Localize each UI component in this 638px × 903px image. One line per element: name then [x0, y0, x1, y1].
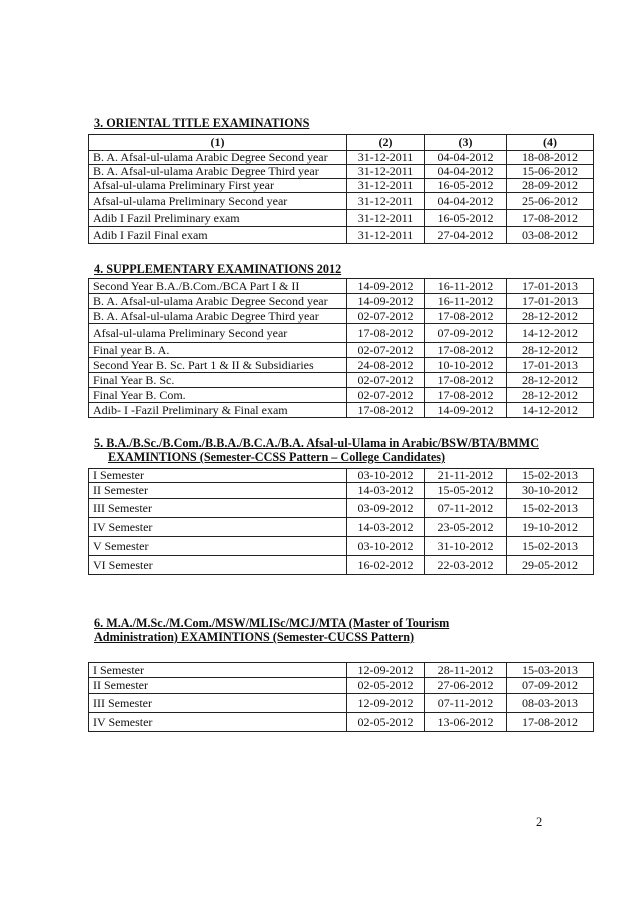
date-cell: 31-12-2011 — [347, 227, 425, 244]
exam-name-cell: B. A. Afsal-ul-ulama Arabic Degree Third year — [89, 165, 347, 179]
date-cell: 31-12-2011 — [347, 151, 425, 165]
date-cell: 17-08-2012 — [425, 373, 507, 388]
exam-name-cell: B. A. Afsal-ul-ulama Arabic Degree Second year — [89, 151, 347, 165]
date-cell: 15-06-2012 — [507, 165, 594, 179]
date-cell: 28-12-2012 — [507, 388, 594, 403]
date-cell: 24-08-2012 — [347, 358, 425, 373]
date-cell: 14-12-2012 — [507, 403, 594, 418]
date-cell: 07-09-2012 — [425, 324, 507, 343]
exam-name-cell: Afsal-ul-ulama Preliminary Second year — [89, 324, 347, 343]
header-cell: (3) — [425, 135, 507, 151]
date-cell: 31-12-2011 — [347, 179, 425, 193]
date-cell: 02-07-2012 — [347, 309, 425, 324]
exam-name-cell: Final Year B. Com. — [89, 388, 347, 403]
table-row — [89, 179, 594, 193]
exam-name-cell: IV Semester — [89, 713, 347, 732]
table-row — [89, 294, 594, 309]
date-cell: 23-05-2012 — [425, 518, 507, 537]
table-row — [89, 483, 594, 499]
exam-name-cell: I Semester — [89, 663, 347, 678]
section-6-table — [88, 662, 594, 732]
date-cell: 25-06-2012 — [507, 193, 594, 210]
section-6-title-line1: 6. M.A./M.Sc./M.Com./MSW/MLISc/MCJ/MTA (Master of Tourism — [94, 616, 450, 630]
date-cell: 17-01-2013 — [507, 358, 594, 373]
exam-name-cell: II Semester — [89, 483, 347, 499]
exam-name-cell: Adib- I -Fazil Preliminary & Final exam — [89, 403, 347, 418]
date-cell: 28-12-2012 — [507, 373, 594, 388]
table-row — [89, 403, 594, 418]
date-cell: 02-05-2012 — [347, 713, 425, 732]
section-5-title-line1: 5. B.A./B.Sc./B.Com./B.B.A./B.C.A./B.A. Afsal-ul-Ulama in Arabic/BSW/BTA/BMMC — [94, 436, 539, 450]
section-3-table — [88, 134, 594, 244]
date-cell: 14-09-2012 — [425, 403, 507, 418]
date-cell: 16-11-2012 — [425, 294, 507, 309]
table-row — [89, 388, 594, 403]
date-cell: 29-05-2012 — [507, 556, 594, 575]
exam-name-cell: Final Year B. Sc. — [89, 373, 347, 388]
date-cell: 14-03-2012 — [347, 483, 425, 499]
date-cell: 02-05-2012 — [347, 678, 425, 694]
date-cell: 10-10-2012 — [425, 358, 507, 373]
date-cell: 04-04-2012 — [425, 151, 507, 165]
table-row — [89, 694, 594, 713]
table-row — [89, 469, 594, 483]
date-cell: 27-06-2012 — [425, 678, 507, 694]
date-cell: 16-05-2012 — [425, 179, 507, 193]
date-cell: 17-08-2012 — [425, 388, 507, 403]
exam-name-cell: III Semester — [89, 694, 347, 713]
section-6-title — [94, 616, 449, 644]
table-row — [89, 537, 594, 556]
exam-name-cell: Adib I Fazil Preliminary exam — [89, 210, 347, 227]
date-cell: 17-08-2012 — [507, 713, 594, 732]
section-4-table — [88, 278, 594, 418]
date-cell: 15-05-2012 — [425, 483, 507, 499]
exam-name-cell: B. A. Afsal-ul-ulama Arabic Degree Third year — [89, 309, 347, 324]
exam-name-cell: VI Semester — [89, 556, 347, 575]
date-cell: 18-08-2012 — [507, 151, 594, 165]
table-row — [89, 343, 594, 358]
section-6-title-line2: Administration) EXAMINTIONS (Semester-CUCSS Pattern) — [94, 630, 415, 644]
date-cell: 14-09-2012 — [347, 294, 425, 309]
date-cell: 28-12-2012 — [507, 343, 594, 358]
table-row — [89, 151, 594, 165]
date-cell: 14-03-2012 — [347, 518, 425, 537]
exam-name-cell: B. A. Afsal-ul-ulama Arabic Degree Second year — [89, 294, 347, 309]
date-cell: 15-02-2013 — [507, 499, 594, 518]
date-cell: 28-11-2012 — [425, 663, 507, 678]
date-cell: 12-09-2012 — [347, 694, 425, 713]
date-cell: 31-12-2011 — [347, 193, 425, 210]
section-3-title: 3. ORIENTAL TITLE EXAMINATIONS — [94, 116, 310, 130]
date-cell: 22-03-2012 — [425, 556, 507, 575]
exam-name-cell: Afsal-ul-ulama Preliminary First year — [89, 179, 347, 193]
section-5-title-line2: EXAMINTIONS (Semester-CCSS Pattern – College Candidates) — [108, 450, 446, 464]
date-cell: 02-07-2012 — [347, 388, 425, 403]
table-row — [89, 227, 594, 244]
date-cell: 27-04-2012 — [425, 227, 507, 244]
date-cell: 31-10-2012 — [425, 537, 507, 556]
table-row — [89, 309, 594, 324]
exam-name-cell: Final year B. A. — [89, 343, 347, 358]
section-4-title: 4. SUPPLEMENTARY EXAMINATIONS 2012 — [94, 262, 342, 276]
exam-name-cell: II Semester — [89, 678, 347, 694]
table-row — [89, 165, 594, 179]
date-cell: 14-09-2012 — [347, 279, 425, 294]
table-row — [89, 193, 594, 210]
date-cell: 16-11-2012 — [425, 279, 507, 294]
date-cell: 07-09-2012 — [507, 678, 594, 694]
date-cell: 17-01-2013 — [507, 294, 594, 309]
date-cell: 28-12-2012 — [507, 309, 594, 324]
date-cell: 08-03-2013 — [507, 694, 594, 713]
exam-name-cell: Second Year B. Sc. Part 1 & II & Subsidiaries — [89, 358, 347, 373]
date-cell: 17-01-2013 — [507, 279, 594, 294]
date-cell: 17-08-2012 — [425, 309, 507, 324]
date-cell: 02-07-2012 — [347, 373, 425, 388]
date-cell: 03-08-2012 — [507, 227, 594, 244]
date-cell: 04-04-2012 — [425, 193, 507, 210]
date-cell: 21-11-2012 — [425, 469, 507, 483]
page-number: 2 — [536, 815, 543, 829]
table-row — [89, 358, 594, 373]
date-cell: 07-11-2012 — [425, 499, 507, 518]
table-row — [89, 279, 594, 294]
date-cell: 17-08-2012 — [425, 343, 507, 358]
date-cell: 30-10-2012 — [507, 483, 594, 499]
date-cell: 03-10-2012 — [347, 469, 425, 483]
table-header-row — [89, 135, 594, 151]
section-5-title — [94, 436, 539, 464]
date-cell: 15-02-2013 — [507, 469, 594, 483]
date-cell: 03-09-2012 — [347, 499, 425, 518]
header-cell: (4) — [507, 135, 594, 151]
exam-name-cell: Second Year B.A./B.Com./BCA Part I & II — [89, 279, 347, 294]
date-cell: 12-09-2012 — [347, 663, 425, 678]
date-cell: 03-10-2012 — [347, 537, 425, 556]
date-cell: 14-12-2012 — [507, 324, 594, 343]
table-row — [89, 210, 594, 227]
date-cell: 31-12-2011 — [347, 210, 425, 227]
date-cell: 13-06-2012 — [425, 713, 507, 732]
exam-name-cell: Adib I Fazil Final exam — [89, 227, 347, 244]
date-cell: 31-12-2011 — [347, 165, 425, 179]
date-cell: 16-02-2012 — [347, 556, 425, 575]
table-row — [89, 713, 594, 732]
date-cell: 19-10-2012 — [507, 518, 594, 537]
date-cell: 17-08-2012 — [507, 210, 594, 227]
date-cell: 16-05-2012 — [425, 210, 507, 227]
date-cell: 15-02-2013 — [507, 537, 594, 556]
exam-name-cell: IV Semester — [89, 518, 347, 537]
header-cell: (2) — [347, 135, 425, 151]
exam-name-cell: III Semester — [89, 499, 347, 518]
table-row — [89, 324, 594, 343]
table-row — [89, 663, 594, 678]
date-cell: 02-07-2012 — [347, 343, 425, 358]
table-row — [89, 556, 594, 575]
date-cell: 04-04-2012 — [425, 165, 507, 179]
date-cell: 17-08-2012 — [347, 403, 425, 418]
table-row — [89, 518, 594, 537]
exam-name-cell: I Semester — [89, 469, 347, 483]
date-cell: 07-11-2012 — [425, 694, 507, 713]
date-cell: 28-09-2012 — [507, 179, 594, 193]
date-cell: 17-08-2012 — [347, 324, 425, 343]
header-cell: (1) — [89, 135, 347, 151]
table-row — [89, 373, 594, 388]
table-row — [89, 499, 594, 518]
date-cell: 15-03-2013 — [507, 663, 594, 678]
exam-name-cell: V Semester — [89, 537, 347, 556]
exam-name-cell: Afsal-ul-ulama Preliminary Second year — [89, 193, 347, 210]
table-row — [89, 678, 594, 694]
section-5-table — [88, 468, 594, 575]
